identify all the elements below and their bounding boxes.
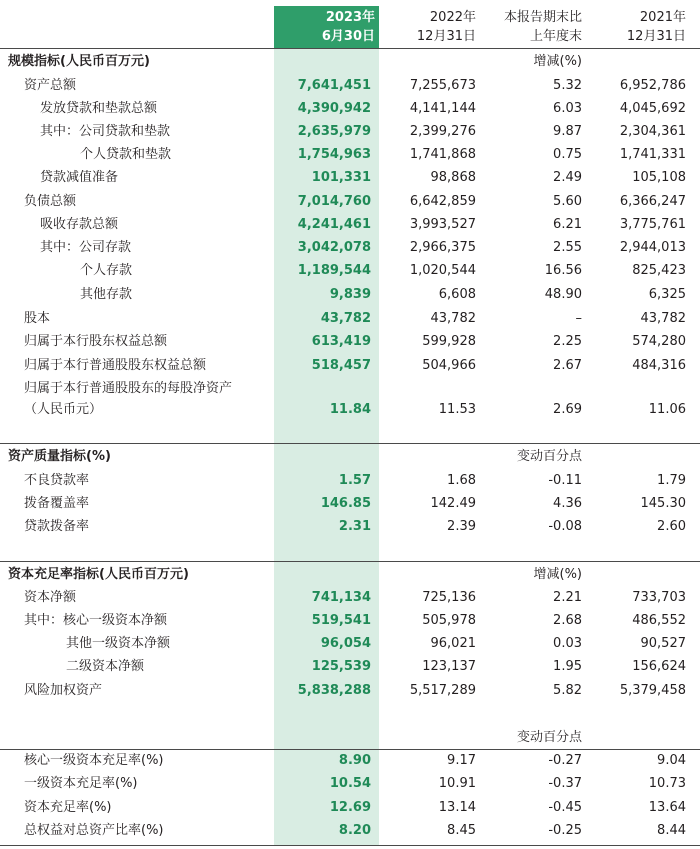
- unit-label: 增减(%): [533, 54, 582, 69]
- value-change: -0.45: [548, 800, 582, 815]
- value-change: -0.11: [548, 473, 582, 488]
- table-row: [0, 259, 700, 283]
- section-title-scale: 规模指标(人民币百万元): [8, 54, 150, 69]
- value-2021: 1,741,331: [619, 147, 686, 162]
- value-2023h1: 2.31: [338, 519, 371, 534]
- value-2023h1: 741,134: [311, 590, 371, 605]
- value-2023h1: 1,754,963: [297, 147, 371, 162]
- value-2022: 6,608: [438, 287, 476, 302]
- value-change: 2.55: [553, 240, 582, 255]
- value-2021: 6,952,786: [619, 78, 686, 93]
- section-title-capital: 资本充足率指标(人民币百万元): [8, 567, 189, 582]
- value-2021: 2,944,013: [619, 240, 686, 255]
- unit-label: 增减(%): [533, 567, 582, 582]
- col4-header-line2: 12月31日: [626, 29, 686, 44]
- col1-header-line2: 6月30日: [321, 29, 375, 44]
- section-rule: [0, 561, 700, 562]
- table-row: [0, 586, 700, 610]
- value-change: 2.69: [553, 402, 582, 417]
- value-2021: 105,108: [632, 170, 686, 185]
- value-2022: 3,993,527: [409, 217, 476, 232]
- value-2021: 3,775,761: [619, 217, 686, 232]
- table-row: [0, 283, 700, 307]
- col-header-2023h1: [274, 8, 375, 46]
- value-2021: 574,280: [632, 334, 686, 349]
- value-2022: 98,868: [430, 170, 476, 185]
- value-2023h1: 43,782: [320, 311, 371, 326]
- table-row: [0, 772, 700, 796]
- section-title-row: [0, 50, 700, 74]
- row-label: 核心一级资本充足率(%): [24, 753, 164, 768]
- value-2022: 96,021: [430, 636, 476, 651]
- bottom-rule: [0, 845, 700, 846]
- value-2021: 11.06: [648, 402, 686, 417]
- value-2023h1: 9,839: [329, 287, 371, 302]
- section-title-row: [0, 445, 700, 469]
- value-change: 9.87: [553, 124, 582, 139]
- value-2022: 505,978: [422, 613, 476, 628]
- table-row: [0, 143, 700, 167]
- value-2022: 2,399,276: [409, 124, 476, 139]
- value-change: 1.95: [553, 659, 582, 674]
- table-row: [0, 213, 700, 237]
- value-change: 4.36: [553, 496, 582, 511]
- row-label: 资本净额: [24, 590, 77, 605]
- header-rule: [0, 48, 700, 49]
- value-2023h1: 10.54: [329, 776, 371, 791]
- row-label: 其他存款: [80, 287, 133, 302]
- value-2023h1: 5,838,288: [297, 683, 371, 698]
- value-2021: 90,527: [640, 636, 686, 651]
- value-2023h1: 7,641,451: [297, 78, 371, 93]
- value-2021: 8.44: [657, 823, 686, 838]
- value-2022: 1,741,868: [409, 147, 476, 162]
- row-label: 贷款拨备率: [24, 519, 90, 534]
- value-2022: 13.14: [438, 800, 476, 815]
- row-label: 拨备覆盖率: [24, 496, 90, 511]
- unit-label: 变动百分点: [516, 730, 582, 745]
- value-2022: 9.17: [447, 753, 476, 768]
- value-2021: 733,703: [632, 590, 686, 605]
- table-row: [0, 398, 700, 422]
- table-row: [0, 632, 700, 656]
- table-row: [0, 609, 700, 633]
- value-change: 6.03: [553, 101, 582, 116]
- row-label: 资本充足率(%): [24, 800, 112, 815]
- value-2021: 6,325: [648, 287, 686, 302]
- table-row: [0, 307, 700, 331]
- value-2021: 484,316: [632, 358, 686, 373]
- value-change: 6.21: [553, 217, 582, 232]
- value-2022: 43,782: [430, 311, 476, 326]
- col-header-2021: [584, 8, 686, 46]
- value-2023h1: 2,635,979: [297, 124, 371, 139]
- value-2022: 2.39: [447, 519, 476, 534]
- value-2022: 5,517,289: [409, 683, 476, 698]
- col-header-change: [480, 8, 582, 46]
- row-label: 不良贷款率: [24, 473, 90, 488]
- value-2021: 10.73: [648, 776, 686, 791]
- row-label: 归属于本行普通股股东权益总额: [24, 358, 207, 373]
- value-change: 48.90: [544, 287, 582, 302]
- value-2023h1: 7,014,760: [297, 194, 371, 209]
- value-2023h1: 125,539: [311, 659, 371, 674]
- table-row: [0, 515, 700, 539]
- value-2021: 156,624: [632, 659, 686, 674]
- value-2021: 9.04: [657, 753, 686, 768]
- section-rule: [0, 443, 700, 444]
- value-2023h1: 519,541: [311, 613, 371, 628]
- value-2023h1: 8.90: [338, 753, 371, 768]
- value-2022: 6,642,859: [409, 194, 476, 209]
- value-change: 2.68: [553, 613, 582, 628]
- value-2022: 504,966: [422, 358, 476, 373]
- unit-label: 变动百分点: [516, 449, 582, 464]
- value-change: 2.49: [553, 170, 582, 185]
- col1-header-line1: 2023年: [325, 10, 375, 25]
- value-2023h1: 11.84: [329, 402, 371, 417]
- row-label: 个人贷款和垫款: [80, 147, 172, 162]
- table-row: [0, 819, 700, 843]
- col3-header-line2: 上年度末: [529, 29, 582, 44]
- col2-header-line2: 12月31日: [416, 29, 476, 44]
- table-row: [0, 469, 700, 493]
- row-label: 发放贷款和垫款总额: [40, 101, 158, 116]
- value-2022: 1.68: [447, 473, 476, 488]
- value-2022: 599,928: [422, 334, 476, 349]
- row-label: 其中：公司存款: [40, 240, 132, 255]
- value-2021: 145.30: [640, 496, 686, 511]
- table-row: [0, 354, 700, 378]
- value-2021: 13.64: [648, 800, 686, 815]
- table-row: [0, 749, 700, 773]
- value-2021: 2.60: [657, 519, 686, 534]
- value-2022: 10.91: [438, 776, 476, 791]
- value-2023h1: 96,054: [320, 636, 371, 651]
- value-change: 0.03: [553, 636, 582, 651]
- value-2021: 43,782: [640, 311, 686, 326]
- row-label: 风险加权资产: [24, 683, 103, 698]
- value-change: 16.56: [544, 263, 582, 278]
- table-row: [0, 190, 700, 214]
- row-label: （人民币元）: [24, 402, 103, 417]
- value-2023h1: 146.85: [320, 496, 371, 511]
- value-2021: 4,045,692: [619, 101, 686, 116]
- value-2021: 6,366,247: [619, 194, 686, 209]
- value-change: 2.21: [553, 590, 582, 605]
- value-change: 5.32: [553, 78, 582, 93]
- row-label: 二级资本净额: [66, 659, 145, 674]
- value-2023h1: 4,241,461: [297, 217, 371, 232]
- row-label: 其中：核心一级资本净额: [24, 613, 168, 628]
- value-2022: 8.45: [447, 823, 476, 838]
- value-change: 0.75: [553, 147, 582, 162]
- table-row: [0, 236, 700, 260]
- value-2023h1: 3,042,078: [297, 240, 371, 255]
- row-label: 归属于本行股东权益总额: [24, 334, 168, 349]
- value-change: 5.60: [553, 194, 582, 209]
- value-2023h1: 12.69: [329, 800, 371, 815]
- value-change: -0.27: [548, 753, 582, 768]
- value-2022: 11.53: [438, 402, 476, 417]
- row-label: 吸收存款总额: [40, 217, 119, 232]
- value-2021: 825,423: [632, 263, 686, 278]
- row-label: 其他一级资本净额: [66, 636, 171, 651]
- row-label: 负债总额: [24, 194, 77, 209]
- row-label: 资产总额: [24, 78, 77, 93]
- value-2021: 1.79: [657, 473, 686, 488]
- col-header-2022: [380, 8, 476, 46]
- table-row: [0, 166, 700, 190]
- row-label: 股本: [24, 311, 51, 326]
- value-2021: 2,304,361: [619, 124, 686, 139]
- value-2021: 5,379,458: [619, 683, 686, 698]
- col4-header-line1: 2021年: [639, 10, 686, 25]
- row-label: 总权益对总资产比率(%): [24, 823, 164, 838]
- row-label: 一级资本充足率(%): [24, 776, 138, 791]
- value-change: 2.67: [553, 358, 582, 373]
- row-label: 个人存款: [80, 263, 133, 278]
- value-2022: 725,136: [422, 590, 476, 605]
- section-title-quality: 资产质量指标(%): [8, 449, 111, 464]
- row-label: 其中：公司贷款和垫款: [40, 124, 171, 139]
- value-change: 5.82: [553, 683, 582, 698]
- table-row: [0, 120, 700, 144]
- value-2023h1: 1.57: [338, 473, 371, 488]
- table-row: [0, 796, 700, 820]
- value-change: 2.25: [553, 334, 582, 349]
- row-label: 归属于本行普通股股东的每股净资产: [24, 381, 233, 396]
- value-change: -0.37: [548, 776, 582, 791]
- value-change: –: [575, 311, 582, 326]
- value-2023h1: 1,189,544: [297, 263, 371, 278]
- value-2022: 4,141,144: [409, 101, 476, 116]
- col3-header-line1: 本报告期末比: [503, 10, 582, 25]
- value-2022: 1,020,544: [409, 263, 476, 278]
- value-change: -0.08: [548, 519, 582, 534]
- table-row: [0, 492, 700, 516]
- table-row: [0, 679, 700, 703]
- value-2023h1: 518,457: [311, 358, 371, 373]
- value-2023h1: 101,331: [311, 170, 371, 185]
- value-change: -0.25: [548, 823, 582, 838]
- value-2022: 2,966,375: [409, 240, 476, 255]
- col2-header-line1: 2022年: [429, 10, 476, 25]
- section-title-row: [0, 563, 700, 587]
- table-row: [0, 330, 700, 354]
- table-row: [0, 74, 700, 98]
- value-2022: 123,137: [422, 659, 476, 674]
- value-2023h1: 4,390,942: [297, 101, 371, 116]
- value-2021: 486,552: [632, 613, 686, 628]
- value-2022: 142.49: [430, 496, 476, 511]
- row-label: 贷款减值准备: [40, 170, 119, 185]
- table-row: [0, 655, 700, 679]
- value-2023h1: 613,419: [311, 334, 371, 349]
- section-title-row: [0, 726, 700, 750]
- table-row: [0, 97, 700, 121]
- value-2023h1: 8.20: [338, 823, 371, 838]
- value-2022: 7,255,673: [409, 78, 476, 93]
